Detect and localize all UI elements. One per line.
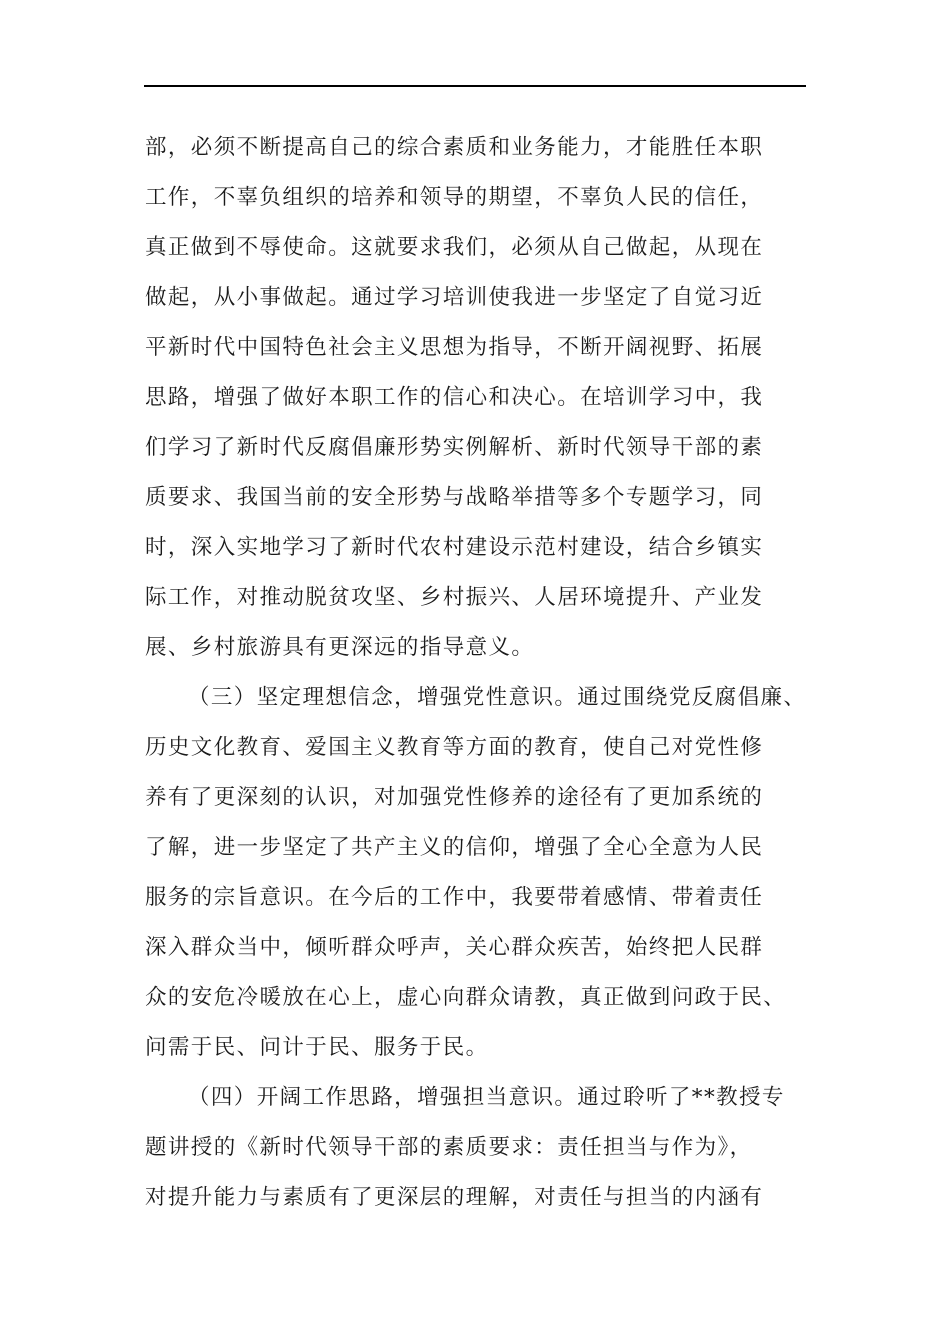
text-line: 质要求、我国当前的安全形势与战略举措等多个专题学习，同	[145, 485, 764, 510]
text-line: 做起，从小事做起。通过学习培训使我进一步坚定了自觉习近	[145, 285, 764, 310]
text-line: 时，深入实地学习了新时代农村建设示范村建设，结合乡镇实	[145, 535, 764, 560]
text-line: 工作，不辜负组织的培养和领导的期望，不辜负人民的信任，	[145, 185, 764, 210]
text-line: 了解，进一步坚定了共产主义的信仰，增强了全心全意为人民	[145, 835, 764, 860]
text-line: 深入群众当中，倾听群众呼声，关心群众疾苦，始终把人民群	[145, 935, 764, 960]
text-line: 们学习了新时代反腐倡廉形势实例解析、新时代领导干部的素	[145, 435, 764, 460]
text-line: 展、乡村旅游具有更深远的指导意义。	[145, 635, 535, 660]
text-line: 际工作，对推动脱贫攻坚、乡村振兴、人居环境提升、产业发	[145, 585, 764, 610]
text-line: 真正做到不辱使命。这就要求我们，必须从自己做起，从现在	[145, 235, 764, 260]
text-line: 部，必须不断提高自己的综合素质和业务能力，才能胜任本职	[145, 135, 764, 160]
text-line: 题讲授的《新时代领导干部的素质要求：责任担当与作为》，	[145, 1135, 753, 1160]
document-body	[145, 128, 825, 1228]
text-line: 平新时代中国特色社会主义思想为指导，不断开阔视野、拓展	[145, 335, 764, 360]
text-line: 服务的宗旨意识。在今后的工作中，我要带着感情、带着责任	[145, 885, 764, 910]
text-line: 历史文化教育、爱国主义教育等方面的教育，使自己对党性修	[145, 735, 764, 760]
section-heading-line: （三）坚定理想信念，增强党性意识。通过围绕党反腐倡廉、	[188, 685, 807, 710]
text-line: 思路，增强了做好本职工作的信心和决心。在培训学习中，我	[145, 385, 764, 410]
text-line: 养有了更深刻的认识，对加强党性修养的途径有了更加系统的	[145, 785, 764, 810]
header-rule	[144, 85, 806, 87]
text-line: 对提升能力与素质有了更深层的理解，对责任与担当的内涵有	[145, 1185, 764, 1210]
text-line: 众的安危冷暖放在心上，虚心向群众请教，真正做到问政于民、	[145, 985, 787, 1010]
section-heading-line: （四）开阔工作思路，增强担当意识。通过聆听了**教授专	[188, 1085, 785, 1110]
text-line: 问需于民、问计于民、服务于民。	[145, 1035, 489, 1060]
